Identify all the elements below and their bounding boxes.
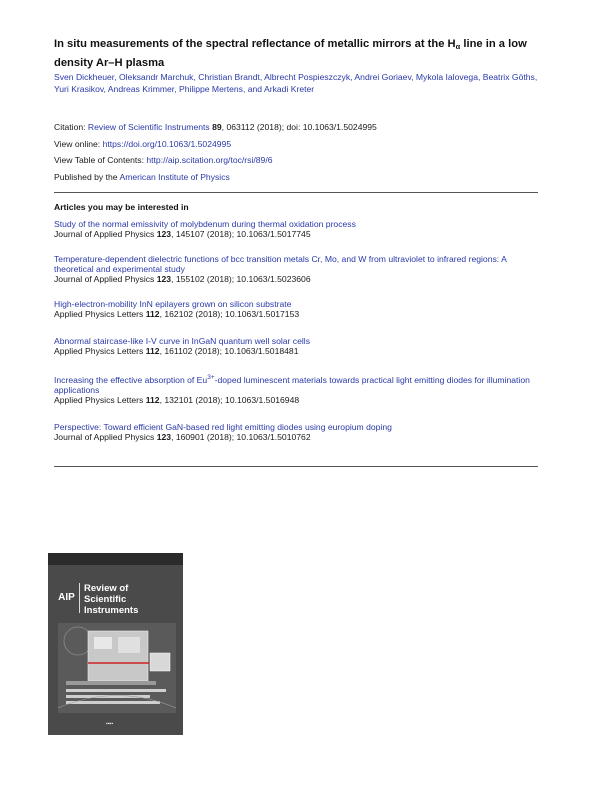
divider-top bbox=[54, 192, 538, 193]
related-article-citation: Applied Physics Letters 112, 162102 (2018); 10.1063/1.5017153 bbox=[54, 309, 300, 319]
view-toc-row bbox=[54, 152, 544, 169]
cover-top-band bbox=[48, 553, 183, 565]
citation-volume: 89 bbox=[212, 122, 222, 132]
journal-cover-image bbox=[48, 553, 183, 735]
related-article-2 bbox=[54, 254, 538, 284]
view-toc-link[interactable]: http://aip.scitation.org/toc/rsi/89/6 bbox=[146, 155, 273, 165]
related-article-5 bbox=[54, 373, 538, 405]
related-article-citation: Journal of Applied Physics 123, 160901 (2018); 10.1063/1.5010762 bbox=[54, 432, 311, 442]
related-article-3 bbox=[54, 299, 538, 319]
related-article-title[interactable]: High-electron-mobility InN epilayers grown on silicon substrate bbox=[54, 299, 292, 309]
publisher-link[interactable]: American Institute of Physics bbox=[119, 171, 230, 182]
article-title bbox=[54, 36, 544, 71]
citation-row bbox=[54, 119, 544, 136]
view-online-row bbox=[54, 136, 544, 153]
view-online-link[interactable]: https://doi.org/10.1063/1.5024995 bbox=[102, 138, 232, 149]
cover-journal-title: Review of Scientific Instruments bbox=[84, 583, 139, 616]
related-article-6 bbox=[54, 422, 538, 442]
related-article-citation: Journal of Applied Physics 123, 145107 (2018); 10.1063/1.5017745 bbox=[54, 229, 311, 239]
title-end: line in a low density Ar–H plasma bbox=[54, 38, 527, 69]
published-label: Published by the bbox=[54, 171, 120, 182]
related-article-4 bbox=[54, 336, 538, 356]
related-article-title[interactable]: Temperature-dependent dielectric functions of bcc transition metals Cr, Mo, and W from ultraviolet to infrared regions: A theoretical and experimental study bbox=[54, 254, 507, 274]
related-article-title[interactable]: Abnormal staircase-like I-V curve in InGaN quantum well solar cells bbox=[54, 336, 310, 346]
author-list[interactable]: Sven Dickheuer, Oleksandr Marchuk, Christian Brandt, Albrecht Pospieszczyk, Andrei Goriaev, Mykola Ialovega, Beatrix Göths, Yuri Krasikov, Andreas Krimmer, Philippe Mertens, and Arkadi Kreter bbox=[54, 72, 538, 94]
citation-rest: , 063112 (2018); doi: 10.1063/1.5024995 bbox=[221, 122, 377, 132]
citation-block bbox=[54, 119, 544, 185]
related-article-citation: Applied Physics Letters 112, 161102 (2018); 10.1063/1.5018481 bbox=[54, 346, 299, 356]
related-article-title[interactable]: Increasing the effective absorption of $Eu^{3+}$-doped luminescent materials towards practical light emitting diodes for illumination applications bbox=[54, 374, 530, 395]
related-article-1 bbox=[54, 219, 538, 239]
divider-bottom bbox=[54, 466, 538, 467]
related-article-title[interactable]: Perspective: Toward efficient GaN-based red light emitting diodes using europium doping bbox=[54, 422, 392, 432]
citation-label: Citation: bbox=[54, 122, 88, 132]
title-subscript: α bbox=[455, 42, 461, 51]
title-main: In situ measurements of the spectral reflectance of metallic mirrors at the H bbox=[54, 38, 456, 50]
related-article-citation: Applied Physics Letters 112, 132101 (2018); 10.1063/1.5016948 bbox=[54, 394, 300, 405]
published-row bbox=[54, 169, 544, 186]
view-online-label: View online: bbox=[54, 138, 103, 149]
related-articles-heading: Articles you may be interested in bbox=[54, 202, 189, 212]
aip-logo: AIP bbox=[54, 583, 80, 613]
cover-publisher-mark: ▪▪▪▪ bbox=[106, 721, 114, 727]
citation-journal-link[interactable]: Review of Scientific Instruments bbox=[87, 122, 210, 132]
cover-figure-art bbox=[58, 623, 176, 713]
related-article-citation: Journal of Applied Physics 123, 155102 (2018); 10.1063/1.5023606 bbox=[54, 274, 311, 284]
view-toc-label: View Table of Contents: bbox=[54, 155, 147, 165]
related-article-title[interactable]: Study of the normal emissivity of molybdenum during thermal oxidation process bbox=[54, 219, 356, 229]
